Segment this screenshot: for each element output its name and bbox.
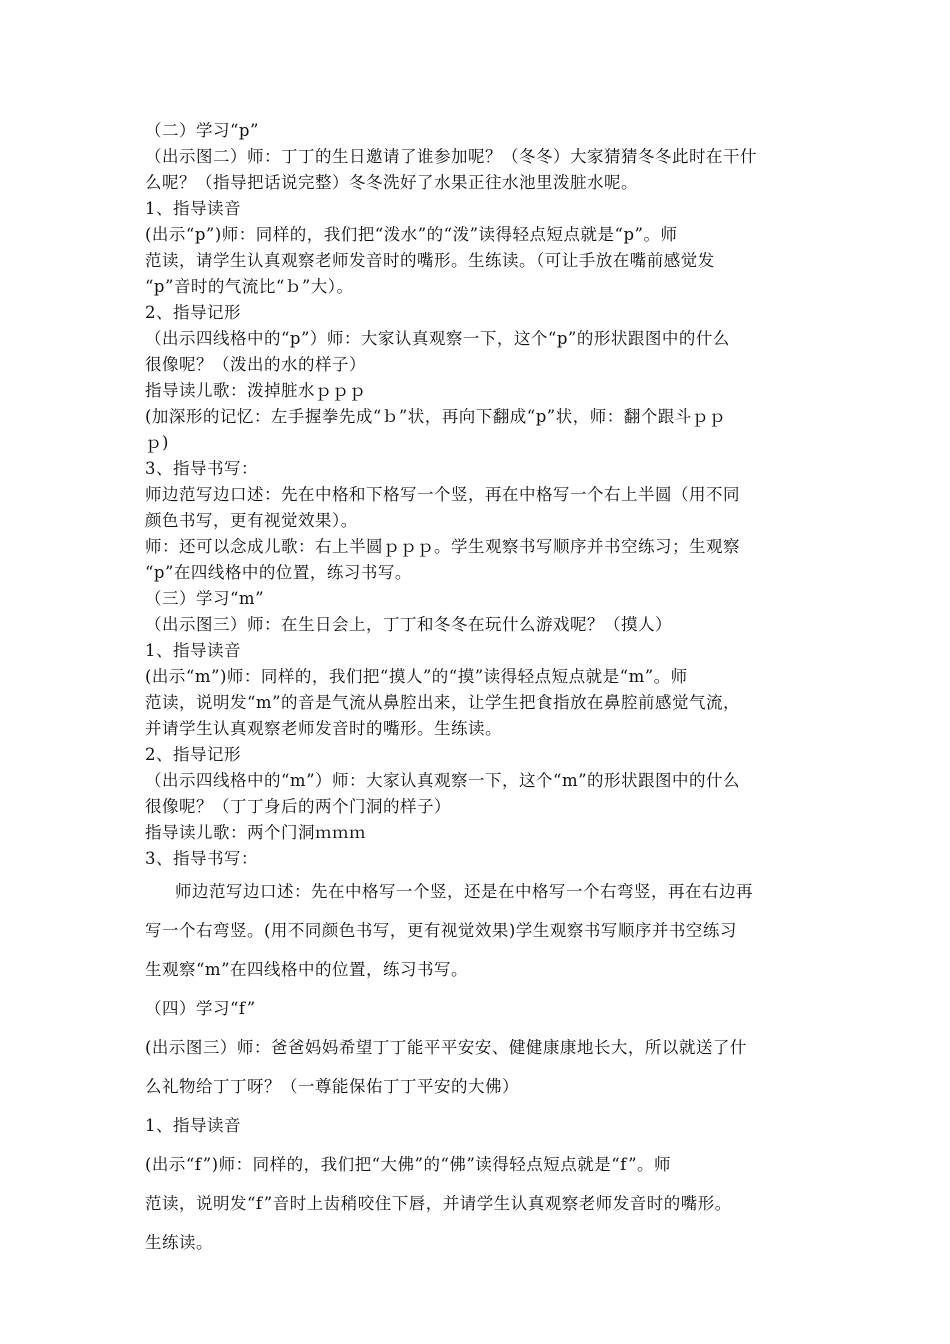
text-line: 指导读儿歌：泼掉脏水ｐｐｐ [145, 381, 366, 400]
text-line: 写一个右弯竖。(用不同颜色书写，更有视觉效果)学生观察书写顺序并书空练习 [145, 921, 737, 940]
text-line: 1、指导读音 [145, 641, 241, 660]
section-p [145, 118, 817, 586]
text-line: 2、指导记形 [145, 303, 241, 322]
text-line: (出示“f”)师：同样的，我们把“大佛”的“佛”读得轻点短点就是“f”。师 [145, 1155, 672, 1174]
section-f [145, 989, 817, 1262]
text-line: 3、指导书写： [145, 459, 258, 478]
text-line: 并请学生认真观察老师发音时的嘴形。生练读。 [145, 719, 502, 738]
text-line: 生观察“m”在四线格中的位置，练习书写。 [145, 960, 469, 979]
text-line: (出示图三）师：爸爸妈妈希望丁丁能平平安安、健健康康地长大，所以就送了什 [145, 1038, 747, 1057]
text-line: （二）学习“p” [145, 121, 259, 140]
text-line: 么礼物给丁丁呀？（一尊能保佑丁丁平安的大佛） [145, 1077, 519, 1096]
text-line: 范读，请学生认真观察老师发音时的嘴形。生练读。（可让手放在嘴前感觉发 [145, 251, 715, 270]
text-line: “p”在四线格中的位置，练习书写。 [145, 563, 412, 582]
text-line: 指导读儿歌：两个门洞ｍｍｍ [145, 823, 366, 842]
text-line: （出示图三）师：在生日会上，丁丁和冬冬在玩什么游戏呢？（摸人） [145, 615, 672, 634]
text-line: (加深形的记忆：左手握拳先成“ｂ”状，再向下翻成“p”状，师：翻个跟斗ｐｐ [145, 407, 726, 426]
text-line: 颜色书写，更有视觉效果）。 [145, 511, 358, 530]
text-line: 很像呢？（丁丁身后的两个门洞的样子） [145, 797, 451, 816]
text-line: （出示四线格中的“m”）师：大家认真观察一下，这个“m”的形状跟图中的什么 [145, 771, 741, 790]
text-line: 1、指导读音 [145, 199, 241, 218]
document-page [145, 118, 817, 1262]
text-line: （三）学习“m” [145, 589, 265, 608]
text-line: 1、指导读音 [145, 1116, 241, 1135]
section-m-writing [145, 872, 817, 989]
text-line: 2、指导记形 [145, 745, 241, 764]
text-line: （出示图二）师：丁丁的生日邀请了谁参加呢？（冬冬）大家猜猜冬冬此时在干什 [145, 147, 757, 166]
text-line: ｐ) [145, 433, 169, 452]
text-line: (出示“m”)师：同样的，我们把“摸人”的“摸”读得轻点短点就是“m”。师 [145, 667, 688, 686]
text-line: (出示“p”)师：同样的，我们把“泼水”的“泼”读得轻点短点就是“p”。师 [145, 225, 678, 244]
text-line: 师边范写边口述：先在中格和下格写一个竖，再在中格写一个右上半圆（用不同 [145, 485, 740, 504]
text-line: 么呢？（指导把话说完整）冬冬洗好了水果正往水池里泼脏水呢。 [145, 173, 638, 192]
text-line: 生练读。 [145, 1233, 213, 1252]
text-line: 很像呢？（泼出的水的样子） [145, 355, 366, 374]
text-line: 师：还可以念成儿歌：右上半圆ｐｐｐ。学生观察书写顺序并书空练习；生观察 [145, 537, 740, 556]
text-line: 3、指导书写： [145, 849, 258, 868]
text-line: （四）学习“f” [145, 999, 256, 1018]
text-line: 范读，说明发“f”音时上齿稍咬住下唇，并请学生认真观察老师发音时的嘴形。 [145, 1194, 732, 1213]
text-line: “p”音时的气流比“ｂ”大）。 [145, 277, 354, 296]
section-m [145, 586, 817, 872]
text-line: 范读，说明发“m”的音是气流从鼻腔出来，让学生把食指放在鼻腔前感觉气流， [145, 693, 741, 712]
text-line: （出示四线格中的“p”）师：大家认真观察一下，这个“p”的形状跟图中的什么 [145, 329, 730, 348]
text-line: 师边范写边口述：先在中格写一个竖，还是在中格写一个右弯竖，再在右边再 [175, 882, 753, 901]
